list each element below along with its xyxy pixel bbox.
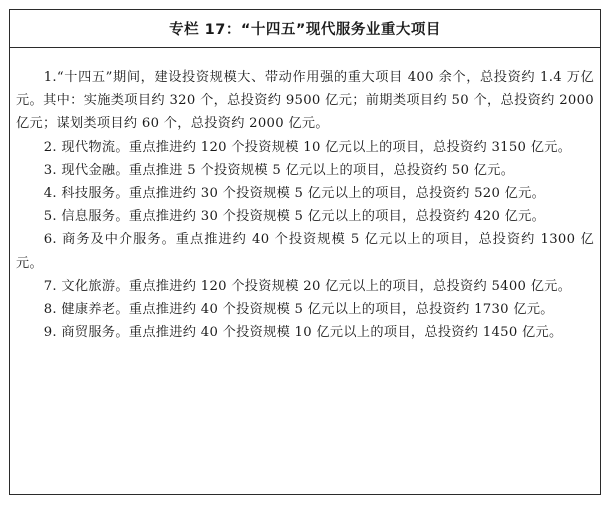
- item-health-elderly-care: 8. 健康养老。重点推进约 40 个投资规模 5 亿元以上的项目，总投资约 1730 亿元。: [43, 302, 554, 318]
- item-culture-tourism: 7. 文化旅游。重点推进约 120 个投资规模 20 亿元以上的项目，总投资约 5400 亿元。: [43, 278, 572, 294]
- item-modern-logistics: 2. 现代物流。重点推进约 120 个投资规模 10 亿元以上的项目，总投资约 3150 亿元。: [43, 139, 572, 155]
- item-overview: 1.“十四五”期间，建设投资规模大、带动作用强的重大项目 400 余个，总投资约 1.4 万亿元。其中：实施类项目约 320 个，总投资约 9500 亿元；前期类项目约 50 个，总投资约 2000 亿元；谋划类项目约 60 个，总投资约 2000 亿元。: [16, 70, 594, 132]
- item-trade-services: 9. 商贸服务。重点推进约 40 个投资规模 10 亿元以上的项目，总投资约 1450 亿元。: [43, 325, 563, 341]
- panel-content: [10, 48, 600, 344]
- project-panel: [9, 9, 601, 495]
- item-information-services: 5. 信息服务。重点推进约 30 个投资规模 5 亿元以上的项目，总投资约 420 亿元。: [43, 209, 546, 225]
- item-tech-services: 4. 科技服务。重点推进约 30 个投资规模 5 亿元以上的项目，总投资约 520 亿元。: [43, 186, 546, 202]
- item-modern-finance: 3. 现代金融。重点推进 5 个投资规模 5 亿元以上的项目，总投资约 50 亿元。: [43, 162, 515, 178]
- panel-title: 专栏 17：“十四五”现代服务业重大项目: [10, 10, 600, 48]
- item-business-intermediary: 6. 商务及中介服务。重点推进约 40 个投资规模 5 亿元以上的项目，总投资约 1300 亿元。: [16, 232, 594, 271]
